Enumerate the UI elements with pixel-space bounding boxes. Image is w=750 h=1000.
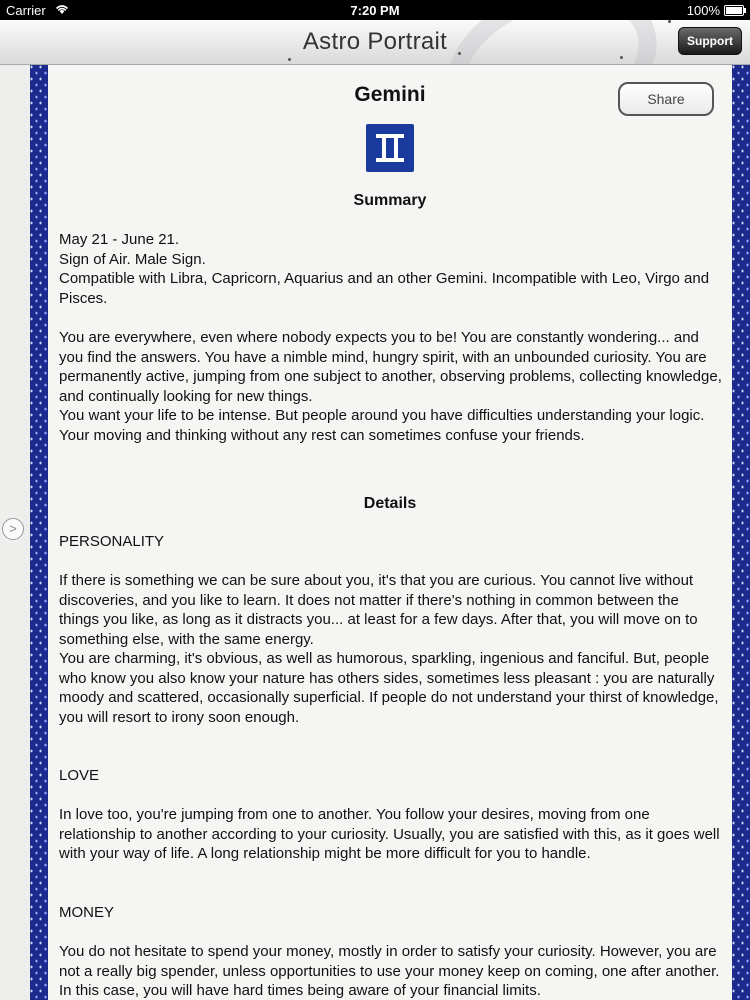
battery-percent: 100% bbox=[686, 3, 720, 18]
love-heading: LOVE bbox=[59, 767, 100, 784]
star-dot-icon bbox=[668, 20, 671, 23]
details-heading: Details bbox=[363, 495, 417, 512]
money-heading: MONEY bbox=[59, 904, 115, 921]
date-range: May 21 - June 21. bbox=[59, 231, 180, 248]
clock: 7:20 PM bbox=[350, 3, 400, 18]
star-dot-icon bbox=[620, 56, 623, 59]
chevron-right-icon: > bbox=[9, 521, 17, 536]
money-paragraph: You do not hesitate to spend your money, mostly in order to satisfy your curiosity. However, you are not a really big spender, unless opportunities to use your money keep on coming, one after another. In this case, you will have hard times being aware of your financial limits. bbox=[59, 943, 720, 999]
personality-paragraph: You are charming, it's obvious, as well as humorous, sparkling, ingenious and fanciful. But, people who know you also know your nature has others sides, sometimes less pleasant : you are naturally moody and scattered, occasionally superficial. If people do not understand your thirst of knowledge, you will resort to irony soon enough. bbox=[59, 650, 719, 726]
summary-facts bbox=[59, 230, 723, 308]
share-button[interactable]: Share bbox=[618, 82, 714, 116]
star-dot-icon bbox=[288, 58, 291, 61]
personality-text bbox=[59, 571, 723, 727]
carrier-label: Carrier bbox=[6, 3, 46, 18]
summary-paragraph: You want your life to be intense. But people around you have difficulties understanding your logic. Your moving and thinking without any rest can sometimes confuse your friends. bbox=[59, 407, 705, 444]
love-text bbox=[59, 805, 723, 864]
love-paragraph: In love too, you're jumping from one to another. You follow your desires, moving from one relationship to another according to your curiosity. Usually, you are satisfied with this, as it goes well with your way of life. A long relationship might be more difficult for you to handle. bbox=[59, 806, 720, 862]
sign-title: Gemini bbox=[354, 83, 426, 106]
battery-icon bbox=[724, 5, 744, 16]
summary-heading: Summary bbox=[353, 192, 427, 209]
personality-heading: PERSONALITY bbox=[59, 533, 165, 550]
summary-paragraph: You are everywhere, even where nobody expects you to be! You are constantly wondering... and you find the answers. You have a nimble mind, hungry spirit, with an unbounded curiosity. You are permanently active, jumping from one subject to another, observing problems, collecting knowledge, and continually looking for new things. bbox=[59, 329, 722, 405]
compatibility-line: Compatible with Libra, Capricorn, Aquarius and an other Gemini. Incompatible with Leo, Virgo and Pisces. bbox=[59, 270, 710, 307]
summary-text bbox=[59, 328, 723, 445]
element-line: Sign of Air. Male Sign. bbox=[59, 250, 206, 268]
money-text bbox=[59, 942, 723, 1000]
app-title: Astro Portrait bbox=[302, 28, 448, 55]
nav-bar bbox=[0, 20, 750, 65]
horoscope-content[interactable] bbox=[48, 65, 732, 1000]
gemini-icon bbox=[366, 124, 414, 172]
support-button[interactable]: Support bbox=[678, 27, 742, 55]
zodiac-pattern-strip-left bbox=[30, 65, 48, 1000]
status-bar bbox=[0, 0, 750, 20]
personality-paragraph: If there is something we can be sure about you, it's that you are curious. You cannot live without discoveries, and you like to learn. It does not matter if there's nothing in common between the things you like, as long as it distracts you... at least for a few days. After that, you will move on to something else, with the same energy. bbox=[59, 572, 698, 648]
expand-sidebar-button[interactable] bbox=[2, 518, 24, 540]
zodiac-pattern-strip-right bbox=[732, 65, 750, 1000]
